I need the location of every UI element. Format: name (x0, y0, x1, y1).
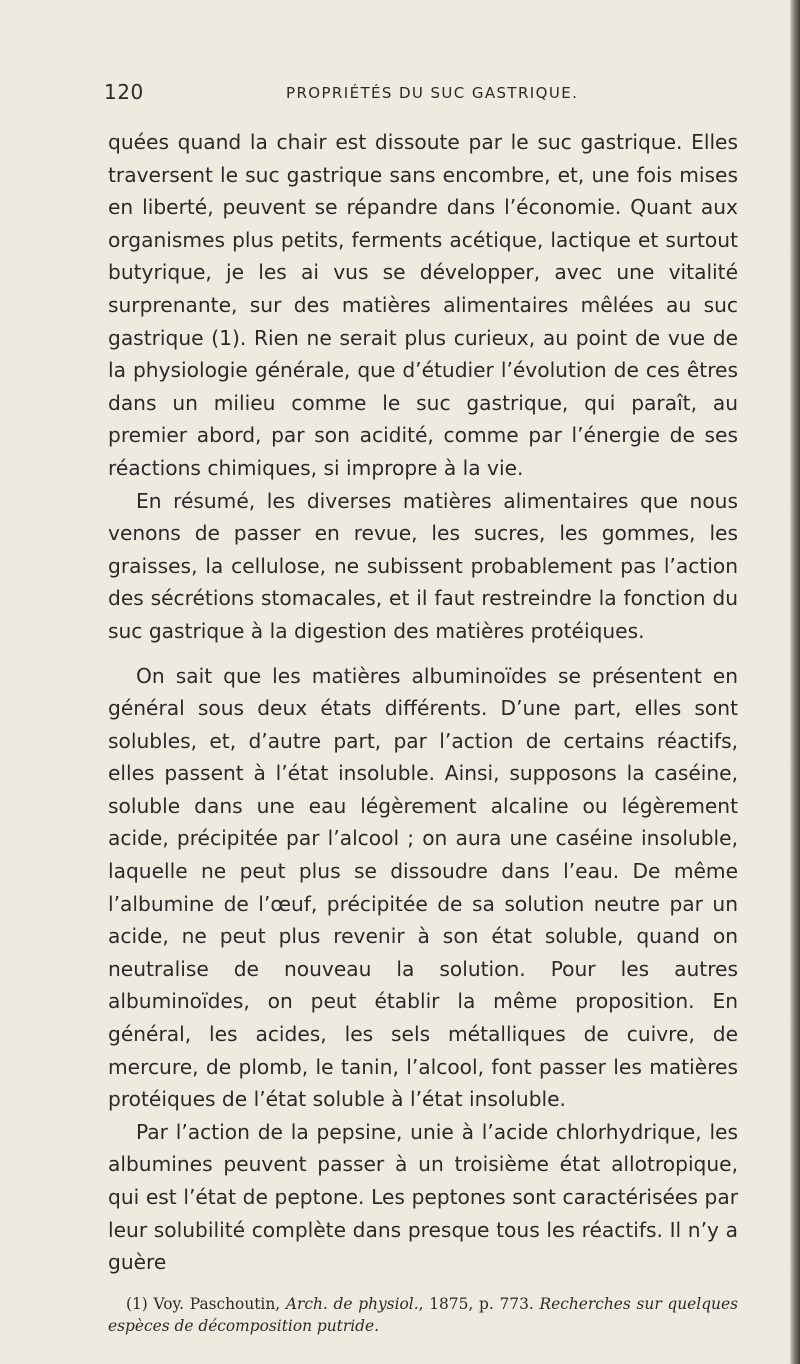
running-title: PROPRIÉTÉS DU SUC GASTRIQUE. (286, 84, 579, 102)
paragraph-resume: En résumé, les diverses matières alimentaires que nous venons de passer en revue, les sucres, les gommes, les graisses, la cellulose, ne subissent probablement pas l’action des sécrétions stomacales, et il faut restreindre la fonction du suc gastrique à la digestion des matières protéiques. (108, 488, 738, 643)
body-text (108, 126, 738, 1279)
footnote-prefix: (1) Voy. Paschoutin, (126, 1295, 286, 1313)
paragraph-continuation: quées quand la chair est dissoute par le suc gastrique. Elles traversent le suc gastrique sans encombre, et, une fois mises en liberté, peuvent se répandre dans l’économie. Quant aux organismes plus petits, ferments acétique, lactique et surtout butyrique, je les ai vus se développer, avec une vitalité surprenante, sur des matières alimentaires mêlées au suc gastrique (1). Rien ne serait plus curieux, au point de vue de la physiologie générale, que d’étudier l’évolution de ces êtres dans un milieu comme le suc gastrique, qui paraît, au premier abord, par son acidité, comme par l’énergie de ses réactions chimiques, si impropre à la vie. (108, 130, 738, 480)
footnote-journal: Arch. de physiol. (285, 1295, 419, 1313)
page-number: 120 (104, 80, 144, 104)
footnote-title: Recherches sur quelques espèces de décomposition putride. (108, 1295, 738, 1335)
paragraph-pepsine: Par l’action de la pepsine, unie à l’acide chlorhydrique, les albumines peuvent passer à un troisième état allotropique, qui est l’état de peptone. Les peptones sont caractérisées par leur solubilité complète dans presque tous les réactifs. Il n’y a guère (108, 1119, 738, 1275)
paragraph-albuminoides: On sait que les matières albuminoïdes se présentent en général sous deux états différents. D’une part, elles sont solubles, et, d’autre part, par l’action de certains réactifs, elles passent à l’état insoluble. Ainsi, supposons la caséine, soluble dans une eau légèrement alcaline ou légèrement acide, précipitée par l’alcool ; on aura une caséine insoluble, laquelle ne peut plus se dissoudre dans l’eau. De même l’albumine de l’œuf, précipitée de sa solution neutre par un acide, ne peut plus revenir à son état soluble, quand on neutralise de nouveau la solution. Pour les autres albuminoïdes, on peut établir la même proposition. En général, les acides, les sels métalliques de cuivre, de mercure, de plomb, le tanin, l’alcool, font passer les matières protéiques de l’état soluble à l’état insoluble. (108, 663, 738, 1112)
footnote (108, 1293, 738, 1337)
footnote-middle: , 1875, p. 773. (418, 1295, 540, 1313)
page-header (104, 76, 744, 110)
page-edge-shadow (790, 0, 800, 1364)
